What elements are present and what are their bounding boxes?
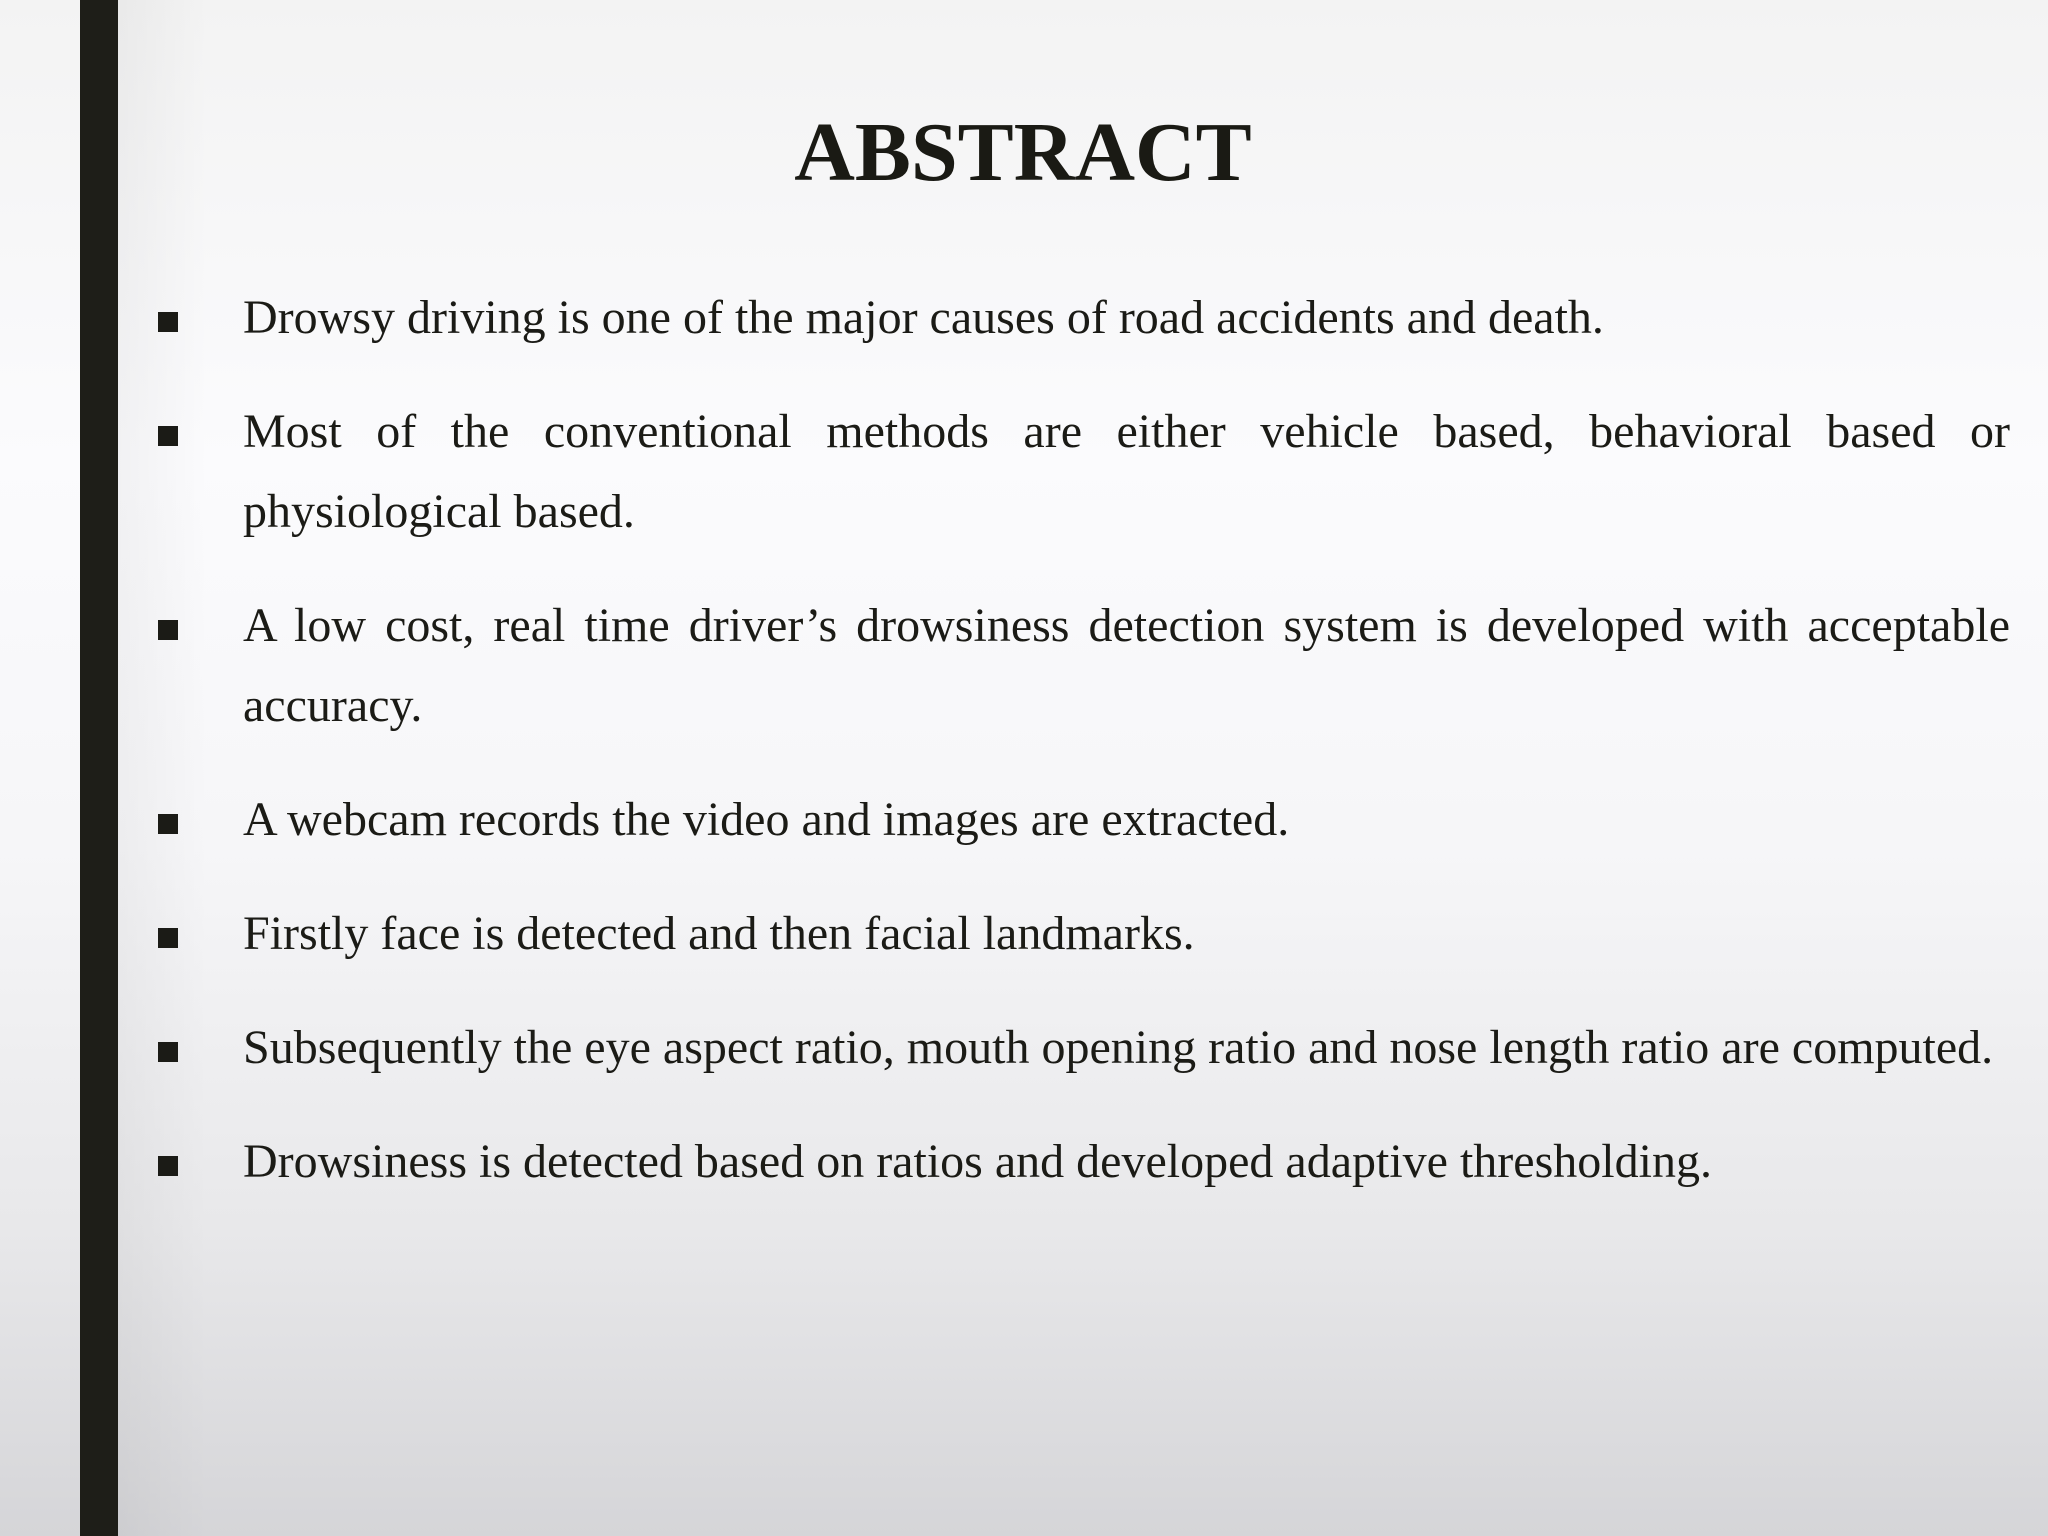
bullet-item [156, 278, 2010, 358]
bullet-text: Firstly face is detected and then facial landmarks. [243, 907, 1195, 960]
square-bullet-icon [158, 1042, 178, 1062]
bullet-item [156, 1122, 2010, 1202]
left-accent-bar [80, 0, 118, 1536]
bullet-text: Most of the conventional methods are either vehicle based, behavioral based or physiological based. [243, 405, 2010, 538]
bullet-item [156, 392, 2010, 552]
square-bullet-icon [158, 312, 178, 332]
square-bullet-icon [158, 426, 178, 446]
bullet-text: Drowsiness is detected based on ratios and developed adaptive thresholding. [243, 1135, 1712, 1188]
bullet-list [156, 278, 2010, 1236]
bullet-text: A webcam records the video and images are extracted. [243, 793, 1290, 846]
bullet-item [156, 894, 2010, 974]
bullet-item [156, 780, 2010, 860]
slide-title: ABSTRACT [794, 106, 1252, 199]
square-bullet-icon [158, 1156, 178, 1176]
square-bullet-icon [158, 814, 178, 834]
bullet-text: Drowsy driving is one of the major causes of road accidents and death. [243, 291, 1604, 344]
bullet-item [156, 1008, 2010, 1088]
square-bullet-icon [158, 620, 178, 640]
square-bullet-icon [158, 928, 178, 948]
bullet-text: Subsequently the eye aspect ratio, mouth opening ratio and nose length ratio are computed. [243, 1021, 1994, 1074]
bullet-item [156, 586, 2010, 746]
slide-title-container [0, 108, 2048, 198]
bullet-text: A low cost, real time driver’s drowsiness detection system is developed with acceptable accuracy. [243, 599, 2010, 732]
